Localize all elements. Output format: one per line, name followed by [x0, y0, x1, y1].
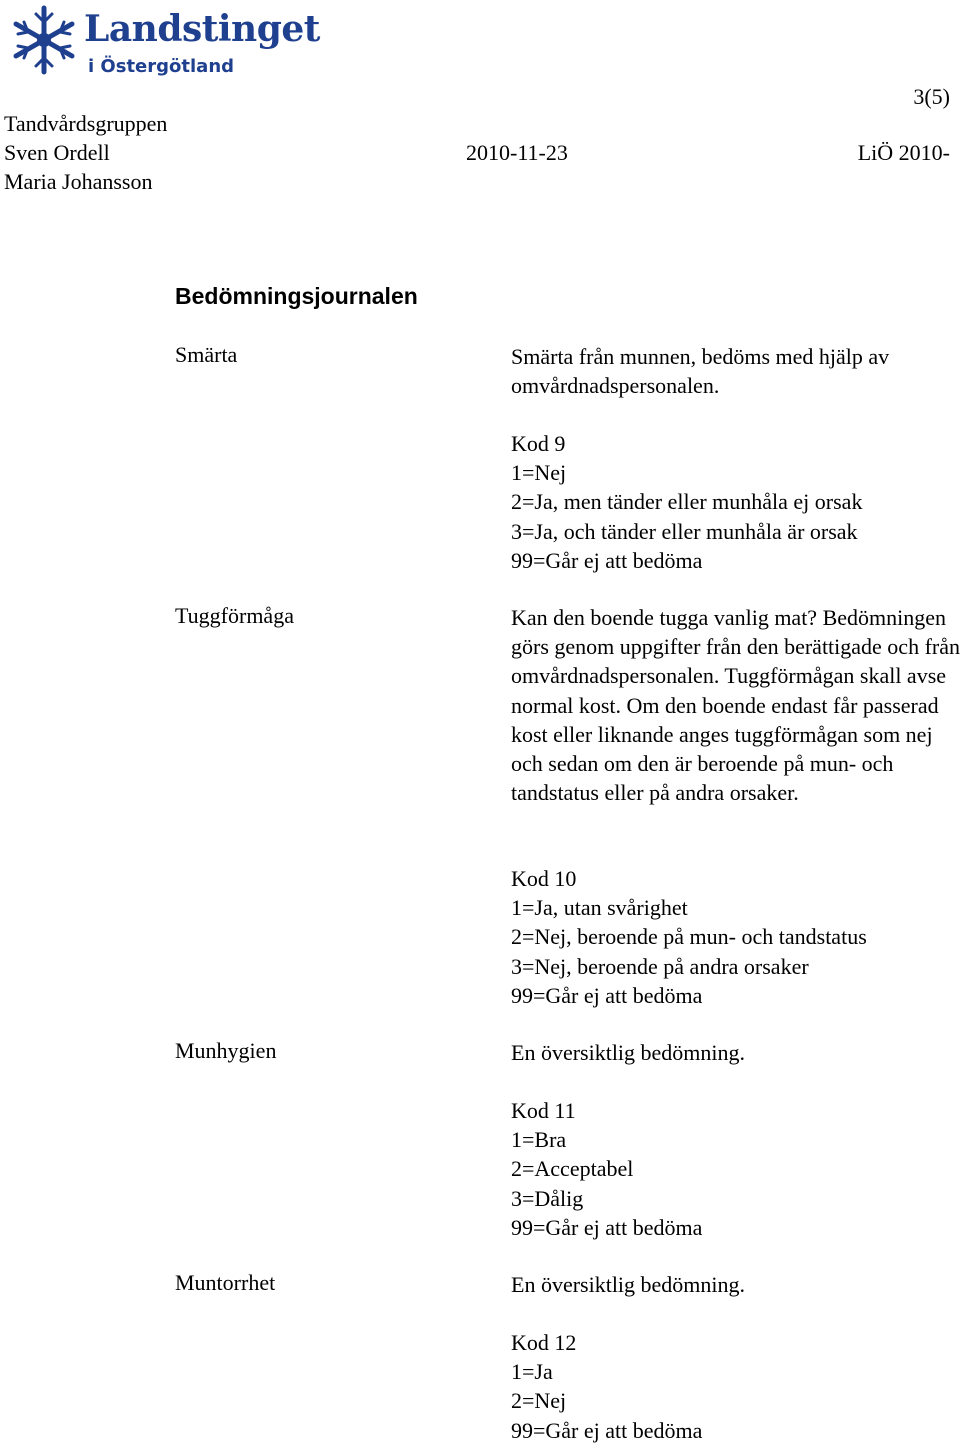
- landstinget-logo: [6, 2, 326, 82]
- code-option: 99=Går ej att bedöma: [511, 1417, 703, 1443]
- snowflake-emblem-icon: [6, 2, 82, 78]
- code-title: Kod 11: [511, 1098, 576, 1123]
- code-option: 2=Nej: [511, 1388, 567, 1414]
- header-group: Tandvårdsgruppen: [4, 111, 168, 136]
- description-text: Kan den boende tugga vanlig mat? Bedömningen görs genom uppgifter från den berättigade och från omvårdnadspersonalen. Tuggförmågan skall avse normal kost. Om den boende endast får passerad kost eller liknande anges tuggförmågan som nej och sedan om den är beroende på mun- och tandstatus eller på andra orsaker.: [511, 605, 960, 806]
- code-title: Kod 9: [511, 431, 566, 456]
- header-reference: LiÖ 2010-: [857, 140, 950, 165]
- code-option: 2=Ja, men tänder eller munhåla ej orsak: [511, 489, 863, 515]
- code-option: 1=Ja, utan svårighet: [511, 895, 688, 921]
- header-author1: Sven Ordell: [4, 140, 110, 165]
- code-option: 2=Acceptabel: [511, 1156, 634, 1182]
- description-text: Smärta från munnen, bedöms med hjälp av omvårdnadspersonalen.: [511, 344, 890, 399]
- header-date: 2010-11-23: [466, 140, 568, 165]
- entry-description-smarta: [511, 342, 951, 400]
- entry-label-munhygien: Munhygien: [175, 1038, 277, 1063]
- entry-label-muntorrhet: Muntorrhet: [175, 1270, 276, 1295]
- code-block-kod11: [511, 1096, 960, 1242]
- code-option: 1=Ja: [511, 1359, 553, 1385]
- code-block-kod9: [511, 429, 960, 575]
- code-block-kod12: [511, 1328, 960, 1445]
- header-row: [4, 140, 950, 166]
- page-number: 3(5): [913, 84, 950, 109]
- code-option: 3=Dålig: [511, 1185, 584, 1211]
- entry-description-muntorrhet: [511, 1270, 960, 1299]
- section-title: Bedömningsjournalen: [175, 283, 418, 309]
- code-option: 1=Bra: [511, 1127, 567, 1153]
- code-block-kod10: [511, 864, 960, 1010]
- code-option: 99=Går ej att bedöma: [511, 1214, 703, 1240]
- entry-description-tuggformaga: [511, 603, 960, 807]
- description-text: En översiktlig bedömning.: [511, 1272, 746, 1297]
- logo-name: Landstinget: [84, 8, 320, 50]
- code-title: Kod 12: [511, 1330, 577, 1355]
- header-author2: Maria Johansson: [4, 169, 153, 194]
- entry-label-smarta: Smärta: [175, 342, 238, 367]
- entry-description-munhygien: [511, 1038, 960, 1067]
- entry-label-tuggformaga: Tuggförmåga: [175, 603, 294, 628]
- code-title: Kod 10: [511, 866, 577, 891]
- code-option: 2=Nej, beroende på mun- och tandstatus: [511, 924, 867, 950]
- code-option: 3=Ja, och tänder eller munhåla är orsak: [511, 518, 858, 544]
- code-option: 3=Nej, beroende på andra orsaker: [511, 953, 809, 979]
- code-option: 99=Går ej att bedöma: [511, 547, 703, 573]
- code-option: 1=Nej: [511, 460, 567, 486]
- description-text: En översiktlig bedömning.: [511, 1040, 746, 1065]
- code-option: 99=Går ej att bedöma: [511, 982, 703, 1008]
- logo-subtitle: i Östergötland: [88, 56, 235, 77]
